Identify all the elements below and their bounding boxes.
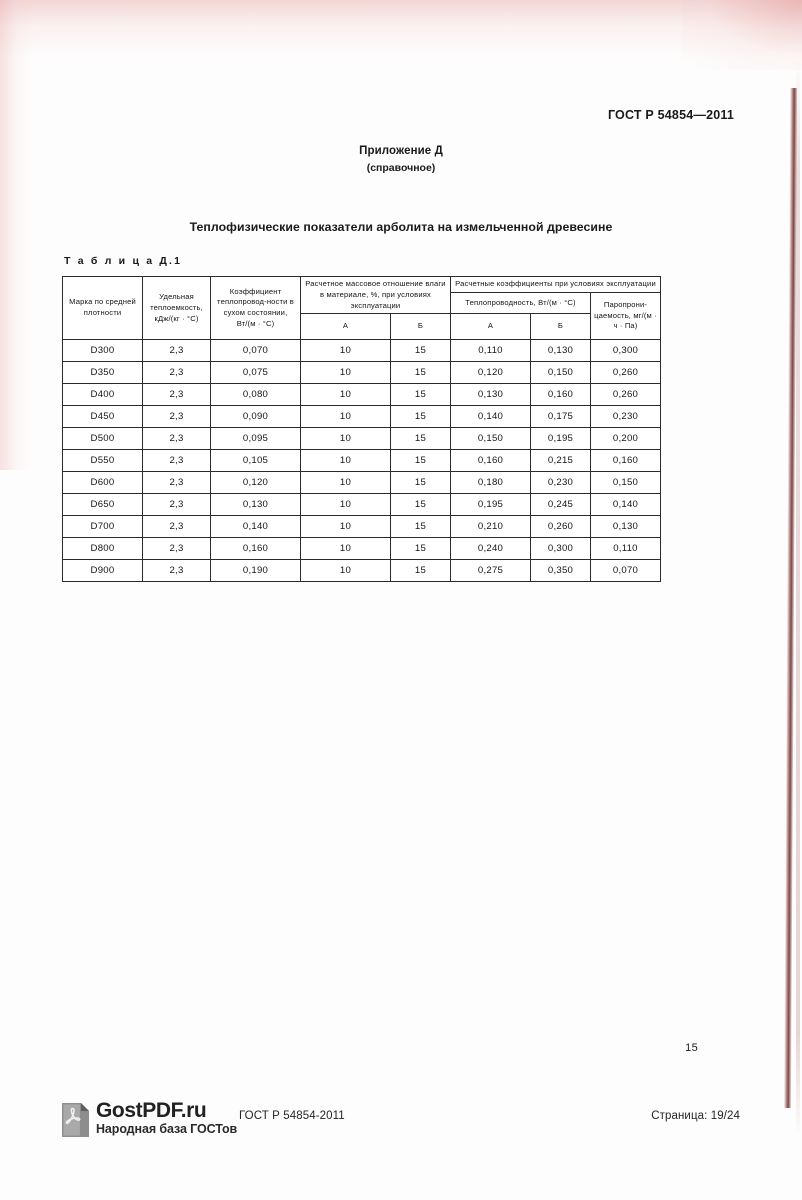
table-container: [62, 276, 660, 582]
logo-title: GostPDF.ru: [96, 1099, 207, 1122]
cell-vapor: 0,150: [591, 472, 661, 494]
gostpdf-logo[interactable]: [62, 1100, 237, 1137]
cell-dry-conductivity: 0,090: [211, 406, 301, 428]
scan-artifact-right-edge: [784, 88, 797, 1108]
cell-vapor: 0,070: [591, 560, 661, 582]
cell-moisture-a: 10: [301, 516, 391, 538]
table-row: [63, 450, 661, 472]
table-row: [63, 516, 661, 538]
cell-cond-a: 0,275: [451, 560, 531, 582]
cell-dry-conductivity: 0,080: [211, 384, 301, 406]
cell-moisture-b: 15: [391, 494, 451, 516]
footer-page-indicator: Страница: 19/24: [651, 1110, 740, 1122]
annex-heading-block: [0, 145, 802, 174]
cell-cond-a: 0,150: [451, 428, 531, 450]
cell-grade: D800: [63, 538, 143, 560]
cell-dry-conductivity: 0,190: [211, 560, 301, 582]
cell-cond-a: 0,160: [451, 450, 531, 472]
cell-moisture-a: 10: [301, 472, 391, 494]
cell-cond-a: 0,110: [451, 340, 531, 362]
cell-vapor: 0,300: [591, 340, 661, 362]
header-sub-conductivity: Теплопроводность, Вт/(м · °С): [451, 292, 591, 314]
cell-grade: D650: [63, 494, 143, 516]
cell-cond-b: 0,350: [531, 560, 591, 582]
header-heat-capacity: Удельная теплоемкость, кДж/(кг · °С): [143, 277, 211, 340]
thermophysical-properties-table: [62, 276, 661, 582]
table-row: [63, 384, 661, 406]
cell-cond-a: 0,130: [451, 384, 531, 406]
cell-dry-conductivity: 0,070: [211, 340, 301, 362]
table-row: [63, 428, 661, 450]
cell-vapor: 0,160: [591, 450, 661, 472]
cell-vapor: 0,260: [591, 384, 661, 406]
cell-grade: D700: [63, 516, 143, 538]
cell-moisture-b: 15: [391, 516, 451, 538]
cell-moisture-b: 15: [391, 472, 451, 494]
cell-moisture-b: 15: [391, 384, 451, 406]
cell-grade: D500: [63, 428, 143, 450]
header-group-coefficients: Расчетные коэффициенты при условиях эксплуатации: [451, 277, 661, 293]
footer-doc-reference: ГОСТ Р 54854-2011: [239, 1110, 345, 1122]
cell-moisture-a: 10: [301, 450, 391, 472]
table-row: [63, 560, 661, 582]
cell-grade: D450: [63, 406, 143, 428]
cell-cond-b: 0,195: [531, 428, 591, 450]
cell-vapor: 0,110: [591, 538, 661, 560]
cell-moisture-a: 10: [301, 406, 391, 428]
header-moisture-a: А: [301, 314, 391, 340]
cell-heat-capacity: 2,3: [143, 472, 211, 494]
header-vapor-permeability: Паропрони-цаемость, мг/(м · ч · Па): [591, 292, 661, 340]
cell-dry-conductivity: 0,095: [211, 428, 301, 450]
header-dry-conductivity: Коэффициент теплопровод-ности в сухом состоянии, Вт/(м · °С): [211, 277, 301, 340]
scan-artifact-left-tint: [0, 0, 34, 470]
cell-vapor: 0,130: [591, 516, 661, 538]
cell-grade: D550: [63, 450, 143, 472]
cell-cond-b: 0,160: [531, 384, 591, 406]
logo-subtitle: Народная база ГОСТов: [96, 1122, 238, 1136]
cell-heat-capacity: 2,3: [143, 560, 211, 582]
cell-vapor: 0,230: [591, 406, 661, 428]
cell-cond-a: 0,140: [451, 406, 531, 428]
scan-artifact-corner-tint: [682, 0, 802, 70]
table-row: [63, 362, 661, 384]
cell-heat-capacity: 2,3: [143, 340, 211, 362]
page-title: Теплофизические показатели арболита на измельченной древесине: [189, 220, 613, 234]
table-header-row-1: [63, 277, 661, 293]
cell-cond-b: 0,215: [531, 450, 591, 472]
page-number: 15: [685, 1042, 698, 1054]
cell-moisture-b: 15: [391, 406, 451, 428]
cell-grade: D400: [63, 384, 143, 406]
cell-moisture-a: 10: [301, 560, 391, 582]
cell-cond-a: 0,195: [451, 494, 531, 516]
standard-code: ГОСТ Р 54854—2011: [607, 108, 734, 122]
cell-moisture-a: 10: [301, 384, 391, 406]
header-moisture-b: Б: [391, 314, 451, 340]
cell-grade: D600: [63, 472, 143, 494]
cell-moisture-a: 10: [301, 340, 391, 362]
cell-heat-capacity: 2,3: [143, 428, 211, 450]
scan-artifact-top-tint: [0, 0, 802, 58]
cell-moisture-b: 15: [391, 450, 451, 472]
cell-cond-a: 0,120: [451, 362, 531, 384]
table-body: [63, 340, 661, 582]
cell-moisture-b: 15: [391, 538, 451, 560]
header-group-moisture: Расчетное массовое отношение влаги в материале, %, при условиях эксплуатации: [301, 277, 451, 314]
annex-subtitle: (справочное): [366, 162, 436, 174]
header-grade: Марка по средней плотности: [63, 277, 143, 340]
cell-heat-capacity: 2,3: [143, 450, 211, 472]
logo-text-block: [96, 1100, 237, 1136]
table-row: [63, 494, 661, 516]
cell-cond-b: 0,300: [531, 538, 591, 560]
cell-heat-capacity: 2,3: [143, 406, 211, 428]
cell-moisture-b: 15: [391, 340, 451, 362]
cell-heat-capacity: 2,3: [143, 384, 211, 406]
cell-cond-b: 0,260: [531, 516, 591, 538]
cell-moisture-b: 15: [391, 362, 451, 384]
table-caption: Т а б л и ц а Д.1: [64, 255, 183, 267]
cell-moisture-b: 15: [391, 428, 451, 450]
pdf-document-icon: [62, 1103, 89, 1137]
table-row: [63, 406, 661, 428]
cell-heat-capacity: 2,3: [143, 516, 211, 538]
cell-cond-a: 0,240: [451, 538, 531, 560]
cell-heat-capacity: 2,3: [143, 362, 211, 384]
cell-cond-a: 0,210: [451, 516, 531, 538]
cell-grade: D350: [63, 362, 143, 384]
table-row: [63, 472, 661, 494]
cell-moisture-a: 10: [301, 538, 391, 560]
cell-dry-conductivity: 0,160: [211, 538, 301, 560]
cell-cond-b: 0,175: [531, 406, 591, 428]
cell-vapor: 0,200: [591, 428, 661, 450]
cell-grade: D900: [63, 560, 143, 582]
cell-moisture-a: 10: [301, 494, 391, 516]
cell-dry-conductivity: 0,105: [211, 450, 301, 472]
cell-dry-conductivity: 0,140: [211, 516, 301, 538]
cell-dry-conductivity: 0,130: [211, 494, 301, 516]
cell-cond-b: 0,230: [531, 472, 591, 494]
cell-grade: D300: [63, 340, 143, 362]
page-footer: [0, 1098, 802, 1158]
cell-cond-b: 0,150: [531, 362, 591, 384]
cell-dry-conductivity: 0,120: [211, 472, 301, 494]
header-conductivity-a: А: [451, 314, 531, 340]
table-row: [63, 340, 661, 362]
cell-vapor: 0,140: [591, 494, 661, 516]
cell-vapor: 0,260: [591, 362, 661, 384]
annex-title: Приложение Д: [359, 145, 443, 157]
cell-dry-conductivity: 0,075: [211, 362, 301, 384]
cell-cond-b: 0,245: [531, 494, 591, 516]
cell-moisture-b: 15: [391, 560, 451, 582]
cell-cond-a: 0,180: [451, 472, 531, 494]
cell-moisture-a: 10: [301, 428, 391, 450]
cell-heat-capacity: 2,3: [143, 538, 211, 560]
table-row: [63, 538, 661, 560]
cell-moisture-a: 10: [301, 362, 391, 384]
header-conductivity-b: Б: [531, 314, 591, 340]
cell-cond-b: 0,130: [531, 340, 591, 362]
cell-heat-capacity: 2,3: [143, 494, 211, 516]
